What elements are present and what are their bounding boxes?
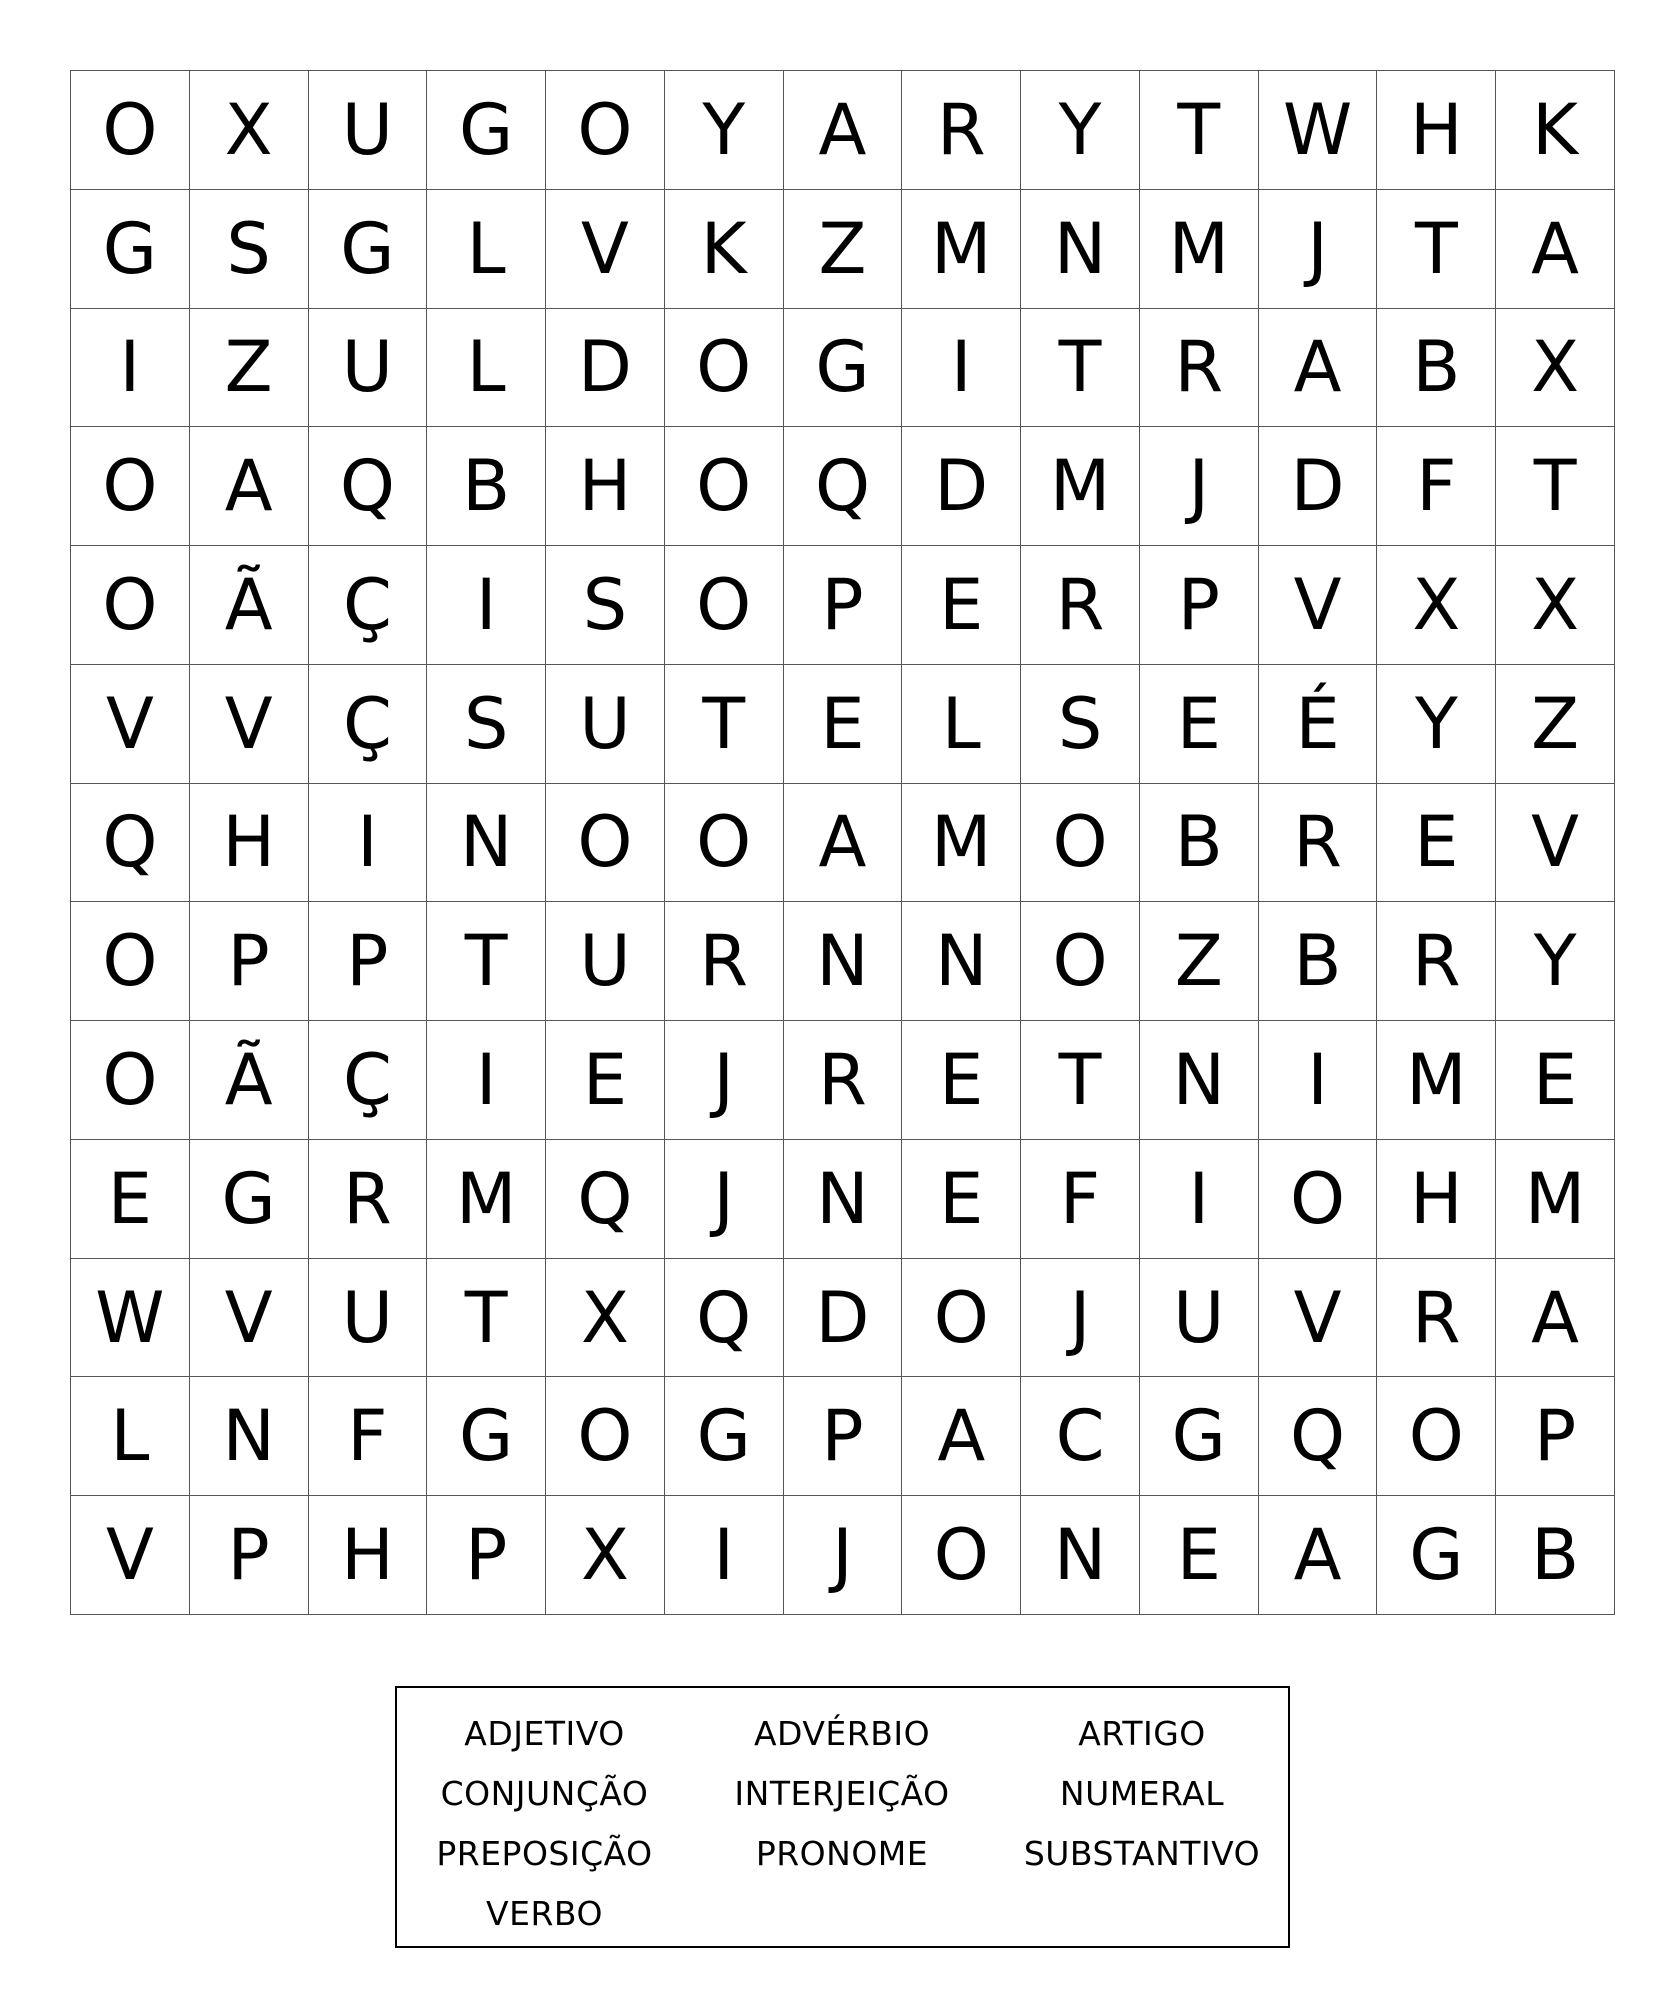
grid-cell[interactable]: D <box>546 309 665 428</box>
grid-cell[interactable]: P <box>784 546 903 665</box>
grid-cell[interactable]: O <box>1377 1377 1496 1496</box>
grid-cell[interactable]: S <box>546 546 665 665</box>
grid-cell[interactable]: G <box>71 190 190 309</box>
grid-cell[interactable]: U <box>309 1259 428 1378</box>
grid-cell[interactable]: M <box>902 784 1021 903</box>
grid-cell[interactable]: J <box>1140 427 1259 546</box>
grid-cell[interactable]: R <box>1377 1259 1496 1378</box>
grid-cell[interactable]: V <box>1259 1259 1378 1378</box>
grid-cell[interactable]: Y <box>1496 902 1615 1021</box>
grid-cell[interactable]: W <box>1259 71 1378 190</box>
grid-cell[interactable]: U <box>546 665 665 784</box>
grid-cell[interactable]: X <box>1377 546 1496 665</box>
grid-cell[interactable]: E <box>1140 1496 1259 1615</box>
word-list-item: ARTIGO <box>1078 1713 1206 1753</box>
grid-cell[interactable]: N <box>784 902 903 1021</box>
grid-cell[interactable]: X <box>1496 546 1615 665</box>
grid-cell[interactable]: E <box>902 1140 1021 1259</box>
grid-cell[interactable]: G <box>190 1140 309 1259</box>
grid-cell[interactable]: T <box>665 665 784 784</box>
grid-cell[interactable]: Z <box>1140 902 1259 1021</box>
grid-cell[interactable]: R <box>1259 784 1378 903</box>
grid-cell[interactable]: U <box>309 71 428 190</box>
word-list-item: ADJETIVO <box>464 1713 625 1753</box>
grid-cell[interactable]: J <box>1259 190 1378 309</box>
grid-cell[interactable]: P <box>784 1377 903 1496</box>
grid-cell[interactable]: T <box>427 902 546 1021</box>
grid-cell[interactable]: R <box>665 902 784 1021</box>
grid-cell[interactable]: A <box>1259 1496 1378 1615</box>
grid-cell[interactable]: Q <box>784 427 903 546</box>
grid-cell[interactable]: V <box>1496 784 1615 903</box>
grid-cell[interactable]: P <box>309 902 428 1021</box>
grid-cell[interactable]: I <box>71 309 190 428</box>
grid-cell[interactable]: O <box>665 309 784 428</box>
grid-cell[interactable]: S <box>427 665 546 784</box>
grid-cell[interactable]: K <box>665 190 784 309</box>
grid-cell[interactable]: N <box>902 902 1021 1021</box>
grid-cell[interactable]: A <box>1496 190 1615 309</box>
grid-cell[interactable]: J <box>665 1021 784 1140</box>
grid-cell[interactable]: Ç <box>309 1021 428 1140</box>
grid-cell[interactable]: Ç <box>309 546 428 665</box>
grid-cell[interactable]: W <box>71 1259 190 1378</box>
grid-cell[interactable]: U <box>1140 1259 1259 1378</box>
grid-cell[interactable]: R <box>784 1021 903 1140</box>
grid-cell[interactable]: I <box>902 309 1021 428</box>
grid-cell[interactable]: B <box>1496 1496 1615 1615</box>
grid-cell[interactable]: R <box>1377 902 1496 1021</box>
grid-cell[interactable]: T <box>1021 1021 1140 1140</box>
grid-cell[interactable]: V <box>1259 546 1378 665</box>
grid-cell[interactable]: S <box>190 190 309 309</box>
grid-cell[interactable]: T <box>427 1259 546 1378</box>
grid-cell[interactable]: T <box>1021 309 1140 428</box>
grid-cell[interactable]: Y <box>665 71 784 190</box>
grid-cell[interactable]: X <box>1496 309 1615 428</box>
letter-grid <box>70 70 1615 1615</box>
grid-cell[interactable]: H <box>190 784 309 903</box>
grid-cell[interactable]: O <box>71 427 190 546</box>
grid-cell[interactable]: Q <box>665 1259 784 1378</box>
grid-cell[interactable]: G <box>784 309 903 428</box>
grid-cell[interactable]: P <box>190 902 309 1021</box>
grid-cell[interactable]: E <box>1377 784 1496 903</box>
grid-cell[interactable]: I <box>665 1496 784 1615</box>
grid-cell[interactable]: T <box>1496 427 1615 546</box>
grid-cell[interactable]: R <box>1021 546 1140 665</box>
grid-cell[interactable]: E <box>1496 1021 1615 1140</box>
grid-cell[interactable]: G <box>427 71 546 190</box>
grid-cell[interactable]: Y <box>1377 665 1496 784</box>
word-list-item: ADVÉRBIO <box>753 1713 931 1753</box>
grid-cell[interactable]: O <box>71 1021 190 1140</box>
grid-cell[interactable]: I <box>427 1021 546 1140</box>
grid-cell[interactable]: O <box>546 71 665 190</box>
grid-cell[interactable]: J <box>784 1496 903 1615</box>
grid-cell[interactable]: D <box>902 427 1021 546</box>
grid-cell[interactable]: X <box>546 1496 665 1615</box>
grid-cell[interactable]: R <box>309 1140 428 1259</box>
grid-cell[interactable]: B <box>1259 902 1378 1021</box>
grid-cell[interactable]: I <box>309 784 428 903</box>
grid-cell[interactable]: Z <box>784 190 903 309</box>
grid-cell[interactable]: G <box>1140 1377 1259 1496</box>
grid-cell[interactable]: V <box>71 665 190 784</box>
grid-cell[interactable]: F <box>1021 1140 1140 1259</box>
grid-cell[interactable]: A <box>784 71 903 190</box>
grid-cell[interactable]: É <box>1259 665 1378 784</box>
grid-cell[interactable]: G <box>427 1377 546 1496</box>
grid-cell[interactable]: V <box>71 1496 190 1615</box>
grid-cell[interactable]: T <box>1377 190 1496 309</box>
grid-cell[interactable]: P <box>427 1496 546 1615</box>
grid-cell[interactable]: H <box>1377 1140 1496 1259</box>
grid-cell[interactable]: E <box>902 1021 1021 1140</box>
grid-cell[interactable]: A <box>784 784 903 903</box>
grid-cell[interactable]: N <box>190 1377 309 1496</box>
grid-cell[interactable]: O <box>546 784 665 903</box>
grid-cell[interactable]: H <box>309 1496 428 1615</box>
grid-cell[interactable]: R <box>902 71 1021 190</box>
grid-cell[interactable]: P <box>190 1496 309 1615</box>
grid-cell[interactable]: U <box>546 902 665 1021</box>
grid-cell[interactable]: N <box>1140 1021 1259 1140</box>
grid-cell[interactable]: M <box>1140 190 1259 309</box>
grid-cell[interactable]: H <box>1377 71 1496 190</box>
grid-cell[interactable]: O <box>1021 902 1140 1021</box>
grid-cell[interactable]: U <box>309 309 428 428</box>
grid-cell[interactable]: D <box>784 1259 903 1378</box>
grid-cell[interactable]: E <box>784 665 903 784</box>
grid-cell[interactable]: O <box>71 71 190 190</box>
grid-cell[interactable]: Q <box>309 427 428 546</box>
grid-cell[interactable]: O <box>71 546 190 665</box>
grid-cell[interactable]: R <box>1140 309 1259 428</box>
grid-cell[interactable]: X <box>190 71 309 190</box>
grid-cell[interactable]: I <box>427 546 546 665</box>
grid-cell[interactable]: P <box>1496 1377 1615 1496</box>
grid-cell[interactable]: E <box>1140 665 1259 784</box>
grid-cell[interactable]: X <box>546 1259 665 1378</box>
grid-cell[interactable]: T <box>1140 71 1259 190</box>
grid-cell[interactable]: L <box>902 665 1021 784</box>
grid-cell[interactable]: E <box>546 1021 665 1140</box>
grid-cell[interactable]: Ã <box>190 546 309 665</box>
grid-cell[interactable]: E <box>902 546 1021 665</box>
grid-cell[interactable]: B <box>1140 784 1259 903</box>
word-list-item: PREPOSIÇÃO <box>436 1833 653 1873</box>
grid-cell[interactable]: O <box>902 1259 1021 1378</box>
word-list-item: NUMERAL <box>1059 1773 1225 1813</box>
word-list-box <box>395 1686 1290 1948</box>
grid-cell[interactable]: Q <box>1259 1377 1378 1496</box>
grid-cell[interactable]: M <box>1377 1021 1496 1140</box>
grid-cell[interactable]: G <box>1377 1496 1496 1615</box>
grid-cell[interactable]: F <box>1377 427 1496 546</box>
grid-cell[interactable]: Z <box>190 309 309 428</box>
grid-cell[interactable]: O <box>546 1377 665 1496</box>
word-list-item: CONJUNÇÃO <box>440 1773 649 1813</box>
grid-cell[interactable]: I <box>1259 1021 1378 1140</box>
grid-cell[interactable]: N <box>784 1140 903 1259</box>
grid-cell[interactable]: N <box>1021 190 1140 309</box>
grid-cell[interactable]: L <box>427 309 546 428</box>
grid-cell[interactable]: Y <box>1021 71 1140 190</box>
grid-cell[interactable]: M <box>1021 427 1140 546</box>
grid-cell[interactable]: A <box>190 427 309 546</box>
grid-cell[interactable]: O <box>1021 784 1140 903</box>
grid-cell[interactable]: E <box>71 1140 190 1259</box>
grid-cell[interactable]: V <box>546 190 665 309</box>
grid-cell[interactable]: O <box>665 784 784 903</box>
grid-cell[interactable]: A <box>902 1377 1021 1496</box>
grid-cell[interactable]: J <box>665 1140 784 1259</box>
grid-cell[interactable]: L <box>427 190 546 309</box>
grid-cell[interactable]: V <box>190 665 309 784</box>
grid-cell[interactable]: M <box>902 190 1021 309</box>
grid-cell[interactable]: O <box>902 1496 1021 1615</box>
grid-cell[interactable]: M <box>427 1140 546 1259</box>
grid-cell[interactable]: O <box>665 546 784 665</box>
grid-cell[interactable]: V <box>190 1259 309 1378</box>
grid-cell[interactable]: J <box>1021 1259 1140 1378</box>
grid-cell[interactable]: A <box>1259 309 1378 428</box>
grid-cell[interactable]: I <box>1140 1140 1259 1259</box>
grid-cell[interactable]: B <box>427 427 546 546</box>
grid-cell[interactable]: N <box>1021 1496 1140 1615</box>
grid-cell[interactable]: O <box>71 902 190 1021</box>
grid-cell[interactable]: Q <box>546 1140 665 1259</box>
grid-cell[interactable]: B <box>1377 309 1496 428</box>
grid-cell[interactable]: A <box>1496 1259 1615 1378</box>
grid-cell[interactable]: G <box>665 1377 784 1496</box>
grid-cell[interactable]: G <box>309 190 428 309</box>
grid-cell[interactable]: Ã <box>190 1021 309 1140</box>
grid-cell[interactable]: O <box>1259 1140 1378 1259</box>
grid-cell[interactable]: P <box>1140 546 1259 665</box>
word-list-item: VERBO <box>486 1893 603 1933</box>
grid-cell[interactable]: N <box>427 784 546 903</box>
grid-cell[interactable]: C <box>1021 1377 1140 1496</box>
grid-cell[interactable]: D <box>1259 427 1378 546</box>
grid-cell[interactable]: M <box>1496 1140 1615 1259</box>
word-list-item: PRONOME <box>755 1833 929 1873</box>
word-list-item: INTERJEIÇÃO <box>734 1773 950 1813</box>
grid-cell[interactable]: S <box>1021 665 1140 784</box>
grid-cell[interactable]: K <box>1496 71 1615 190</box>
grid-cell[interactable]: Z <box>1496 665 1615 784</box>
grid-cell[interactable]: Ç <box>309 665 428 784</box>
grid-cell[interactable]: O <box>665 427 784 546</box>
grid-cell[interactable]: Q <box>71 784 190 903</box>
word-list-item: SUBSTANTIVO <box>1023 1833 1261 1873</box>
grid-cell[interactable]: L <box>71 1377 190 1496</box>
grid-cell[interactable]: F <box>309 1377 428 1496</box>
grid-cell[interactable]: H <box>546 427 665 546</box>
